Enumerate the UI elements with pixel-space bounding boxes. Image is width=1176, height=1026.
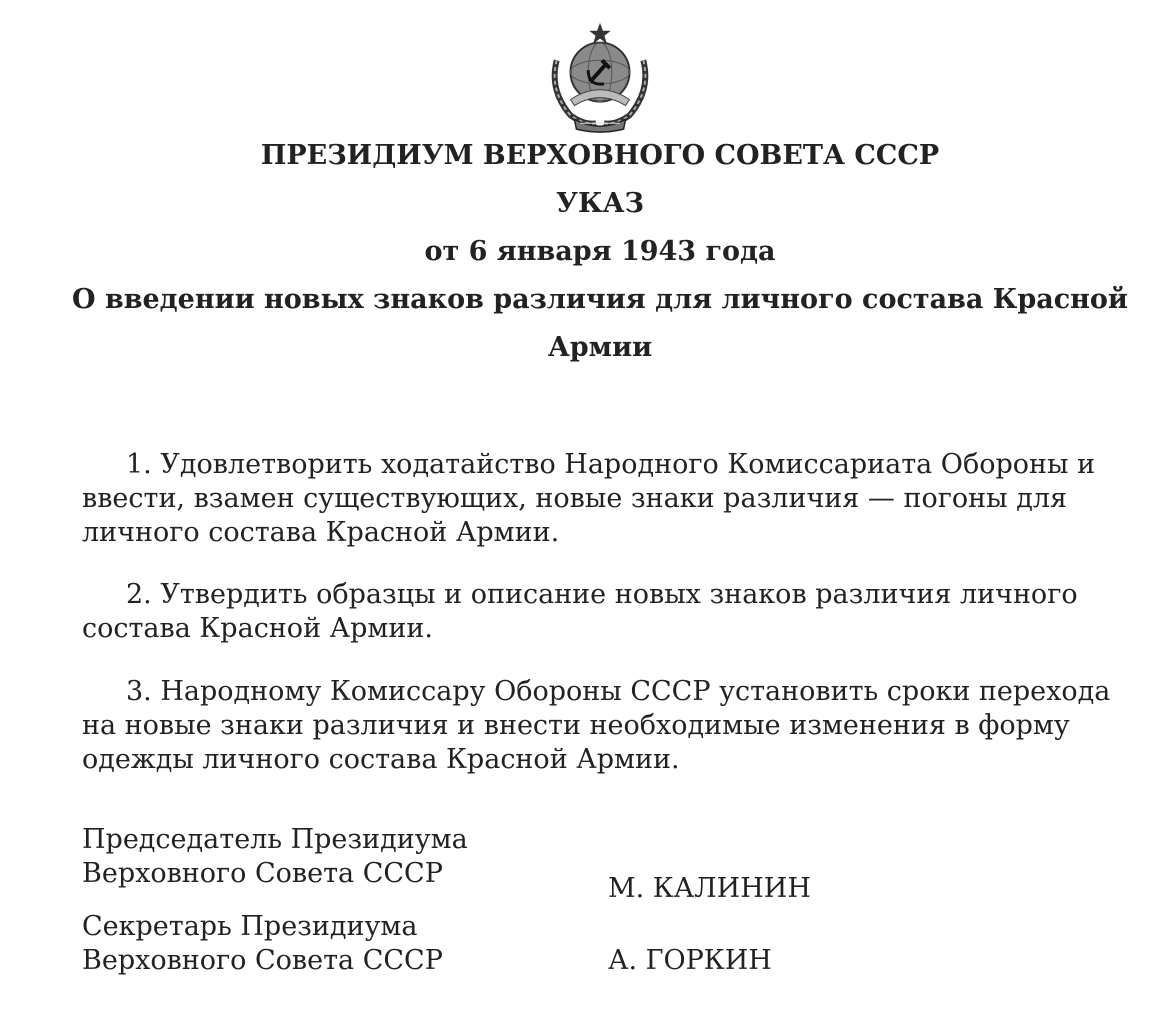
issuing-body-heading: ПРЕЗИДИУМ ВЕРХОВНОГО СОВЕТА СССР: [260, 140, 940, 171]
decree-paragraph-1: 1. Удовлетворить ходатайство Народного Комиссариата Обороны и ввести, взамен существующих, новые знаки различия — погоны для личного состава Красной Армии.: [82, 449, 1096, 548]
signatory-2-position: Секретарь Президиума Верховного Совета СССР: [82, 911, 443, 976]
signatory-1-position: Председатель Президиума Верховного Совета СССР: [82, 824, 468, 889]
document-date: от 6 января 1943 года: [424, 236, 776, 267]
signatory-1-name: М. КАЛИНИН: [608, 873, 811, 904]
signatory-2-name: А. ГОРКИН: [608, 945, 772, 976]
decree-paragraph-3: 3. Народному Комиссару Обороны СССР установить сроки перехода на новые знаки различия и внести необходимые изменения в форму одежды личного состава Красной Армии.: [82, 676, 1111, 775]
decree-paragraph-2: 2. Утвердить образцы и описание новых знаков различия личного состава Красной Армии.: [82, 579, 1078, 644]
emblem-icon: [541, 20, 659, 136]
ussr-coat-of-arms-emblem: [541, 20, 659, 136]
document-title: О введении новых знаков различия для личного состава Красной Армии: [72, 284, 1128, 363]
document-type-heading: УКАЗ: [556, 188, 644, 219]
